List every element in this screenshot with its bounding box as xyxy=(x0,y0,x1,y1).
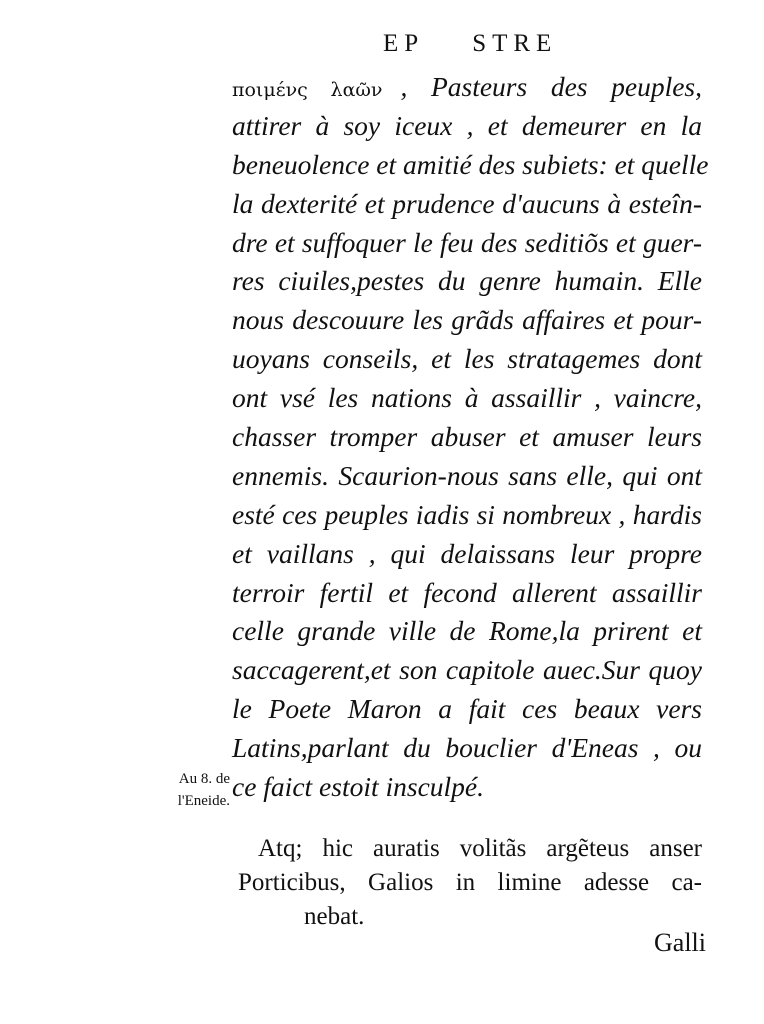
margin-note-line-1: Au 8. de xyxy=(178,771,230,787)
running-head xyxy=(383,30,557,58)
body-line-1 xyxy=(232,68,702,107)
margin-note-line-2: l'Eneide. xyxy=(177,793,230,809)
body-line-13: et vaillans , qui delaissans leur propre xyxy=(232,537,702,569)
greek-phrase: ποιμένς λαῶν xyxy=(232,79,383,101)
body-line-3: beneuolence et amitié des subiets: et quelle xyxy=(232,148,709,180)
running-head-left: EP xyxy=(383,30,425,57)
body-line-12: esté ces peuples iadis si nombreux , hardis xyxy=(232,498,702,530)
quote-line-3: nebat. xyxy=(304,903,365,930)
body-line-14: terroir fertil et fecond allerent assaillir xyxy=(232,576,702,608)
body-line-5: dre et suffoquer le feu des seditiõs et guer- xyxy=(232,226,702,258)
body-line-19: ce faict estoit insculpé. xyxy=(232,771,485,803)
body-line-10: chasser tromper abuser et amuser leurs xyxy=(232,421,702,453)
body-line-15: celle grande ville de Rome,la prirent et xyxy=(232,615,702,647)
latin-quote xyxy=(238,832,702,934)
quote-line-1: Atq; hic auratis volitãs argẽteus anser xyxy=(258,835,702,862)
running-head-right: STRE xyxy=(472,30,558,57)
body-line-4: la dexterité et prudence d'aucuns à esteîn- xyxy=(232,187,702,219)
body-text xyxy=(232,68,709,807)
body-line-18: Latins,parlant du bouclier d'Eneas , ou xyxy=(232,732,702,764)
body-line-11: ennemis. Scaurion-nous sans elle, qui ont xyxy=(232,459,702,491)
body-line-6: res ciuiles,pestes du genre humain. Elle xyxy=(232,265,702,297)
margin-note xyxy=(150,768,230,812)
body-line-17: le Poete Maron a fait ces beaux vers xyxy=(232,693,702,725)
body-line-9: ont vsé les nations à assaillir , vaincre, xyxy=(232,382,702,414)
body-line-7: nous descouure les grãds affaires et pour- xyxy=(232,304,702,336)
body-line-16: saccagerent,et son capitole auec.Sur quoy xyxy=(232,654,702,686)
quote-line-2: Porticibus, Galios in limine adesse ca- xyxy=(238,869,702,896)
body-line-1-text: , Pasteurs des peuples, xyxy=(400,71,702,102)
body-line-8: uoyans conseils, et les stratagemes dont xyxy=(232,343,702,375)
catchword: Galli xyxy=(654,928,706,957)
body-line-2: attirer à soy iceux , et demeurer en la xyxy=(232,109,702,141)
